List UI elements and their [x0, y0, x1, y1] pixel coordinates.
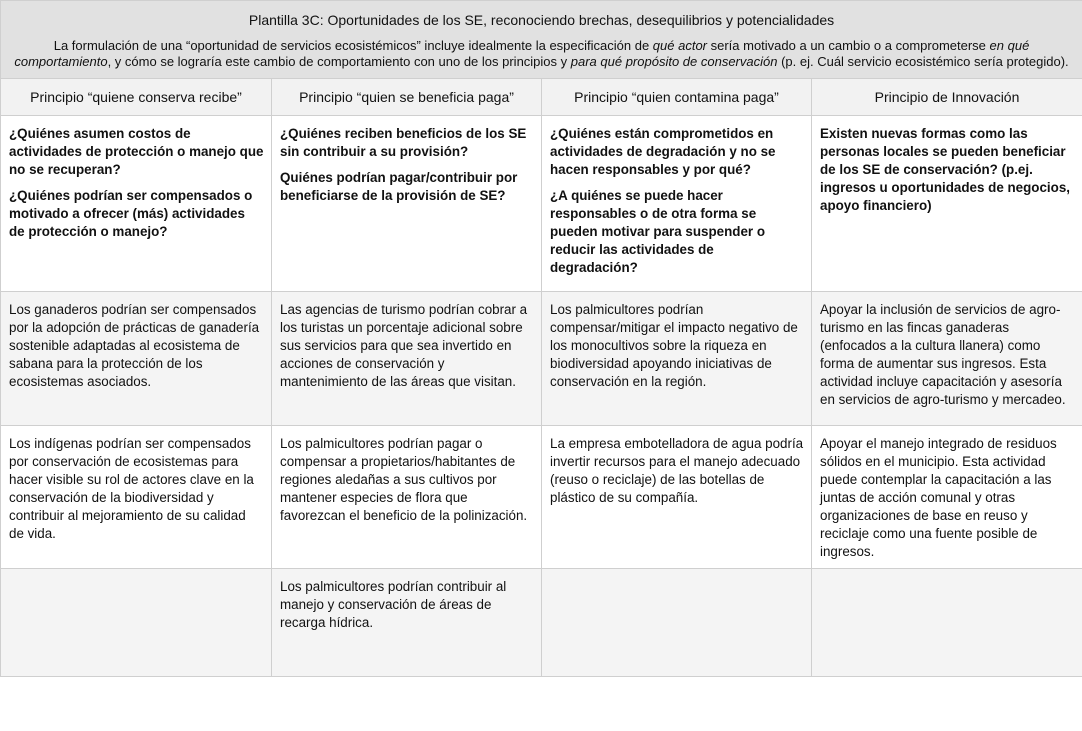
intro-segment: La formulación de una “oportunidad de servicios ecosistémicos” incluye idealmente la especificación de [53, 38, 653, 53]
table-cell: Los indígenas podrían ser compensados por conservación de ecosistemas para hacer visible su rol de actores clave en la conservación de la biodiversidad y contribuir al mejoramiento de su calidad de vida. [1, 426, 272, 569]
guiding-question: ¿Quiénes asumen costos de actividades de protección o manejo que no se recuperan? [9, 126, 264, 177]
table-cell: La empresa embotelladora de agua podría invertir recursos para el manejo adecuado (reuso o reciclaje) de las botellas de plástico de su compañía. [542, 426, 812, 569]
intro-segment: sería motivado a un cambio o a comprometerse [707, 38, 990, 53]
table-row [1, 292, 1082, 426]
intro-emphasis-purpose: para qué propósito de conservación [570, 54, 778, 69]
column-header-contamina-paga: Principio “quien contamina paga” [542, 79, 812, 116]
guiding-questions-row [1, 116, 1082, 292]
guiding-question: ¿Quiénes reciben beneficios de los SE sin contribuir a su provisión? [280, 126, 527, 159]
guiding-question: Quiénes podrían pagar/contribuir por beneficiarse de la provisión de SE? [280, 170, 518, 203]
table-cell: Apoyar la inclusión de servicios de agro-turismo en las fincas ganaderas (enfocados a la cultura llanera) como forma de aumentar sus ingresos. Esta actividad incluye capacitación y asesoría en servicios de agro-turismo y mercadeo. [812, 292, 1082, 426]
intro-segment: (p. ej. Cuál servicio ecosistémico sería protegido). [777, 54, 1069, 69]
table-cell: Las agencias de turismo podrían cobrar a los turistas un porcentaje adicional sobre sus servicios para que sea invertido en acciones de conservación y mantenimiento de las áreas que visitan. [272, 292, 542, 426]
table-row [1, 426, 1082, 569]
column-header-conserva-recibe: Principio “quiene conserva recibe” [1, 79, 272, 116]
guiding-question: ¿Quiénes podrían ser compensados o motivado a ofrecer (más) actividades de protección o manejo? [9, 188, 253, 239]
table-row [1, 569, 1082, 677]
questions-cell [272, 116, 542, 292]
table-cell: Los ganaderos podrían ser compensados por la adopción de prácticas de ganadería sostenible adaptadas al ecosistema de sabana para la protección de los ecosistemas asociados. [1, 292, 272, 426]
intro-emphasis-actor: qué actor [652, 38, 707, 53]
table-cell: Los palmicultores podrían compensar/mitigar el impacto negativo de los monocultivos sobre la riqueza en biodiversidad apoyando iniciativas de conservación en la región. [542, 292, 812, 426]
questions-cell [1, 116, 272, 292]
table-cell [1, 569, 272, 677]
table-cell: Los palmicultores podrían contribuir al manejo y conservación de áreas de recarga hídrica. [272, 569, 542, 677]
guiding-question: Existen nuevas formas como las personas locales se pueden beneficiar de los SE de conservación? (p.ej. ingresos u oportunidades de negocios, apoyo financiero) [820, 126, 1070, 213]
table-cell [812, 569, 1082, 677]
questions-cell [812, 116, 1082, 292]
guiding-question: ¿A quiénes se puede hacer responsables o de otra forma se pueden motivar para suspender o reducir las actividades de degradación? [550, 188, 766, 275]
table-cell [542, 569, 812, 677]
intro-segment: , y cómo se lograría este cambio de comportamiento con uno de los principios y [107, 54, 571, 69]
column-header-innovacion: Principio de Innovación [812, 79, 1082, 116]
table-header [1, 1, 1082, 79]
table-cell: Apoyar el manejo integrado de residuos sólidos en el municipio. Esta actividad puede contemplar la capacitación a las juntas de acción comunal y otras organizaciones de base en reuso y reciclaje como una fuente posible de ingresos. [812, 426, 1082, 569]
intro-emphasis-behavior: en qué comportamiento [14, 38, 1030, 69]
table-cell: Los palmicultores podrían pagar o compensar a propietarios/habitantes de regiones aledañas a sus cultivos por mantener especies de flora que favorezcan el beneficio de la polinización. [272, 426, 542, 569]
column-header-beneficia-paga: Principio “quien se beneficia paga” [272, 79, 542, 116]
column-header-row [1, 79, 1082, 116]
questions-cell [542, 116, 812, 292]
page-title: Plantilla 3C: Oportunidades de los SE, reconociendo brechas, desequilibrios y potencialidades [248, 12, 835, 28]
intro-text [13, 38, 1070, 70]
guiding-question: ¿Quiénes están comprometidos en actividades de degradación y no se hacen responsables y por qué? [550, 126, 776, 177]
